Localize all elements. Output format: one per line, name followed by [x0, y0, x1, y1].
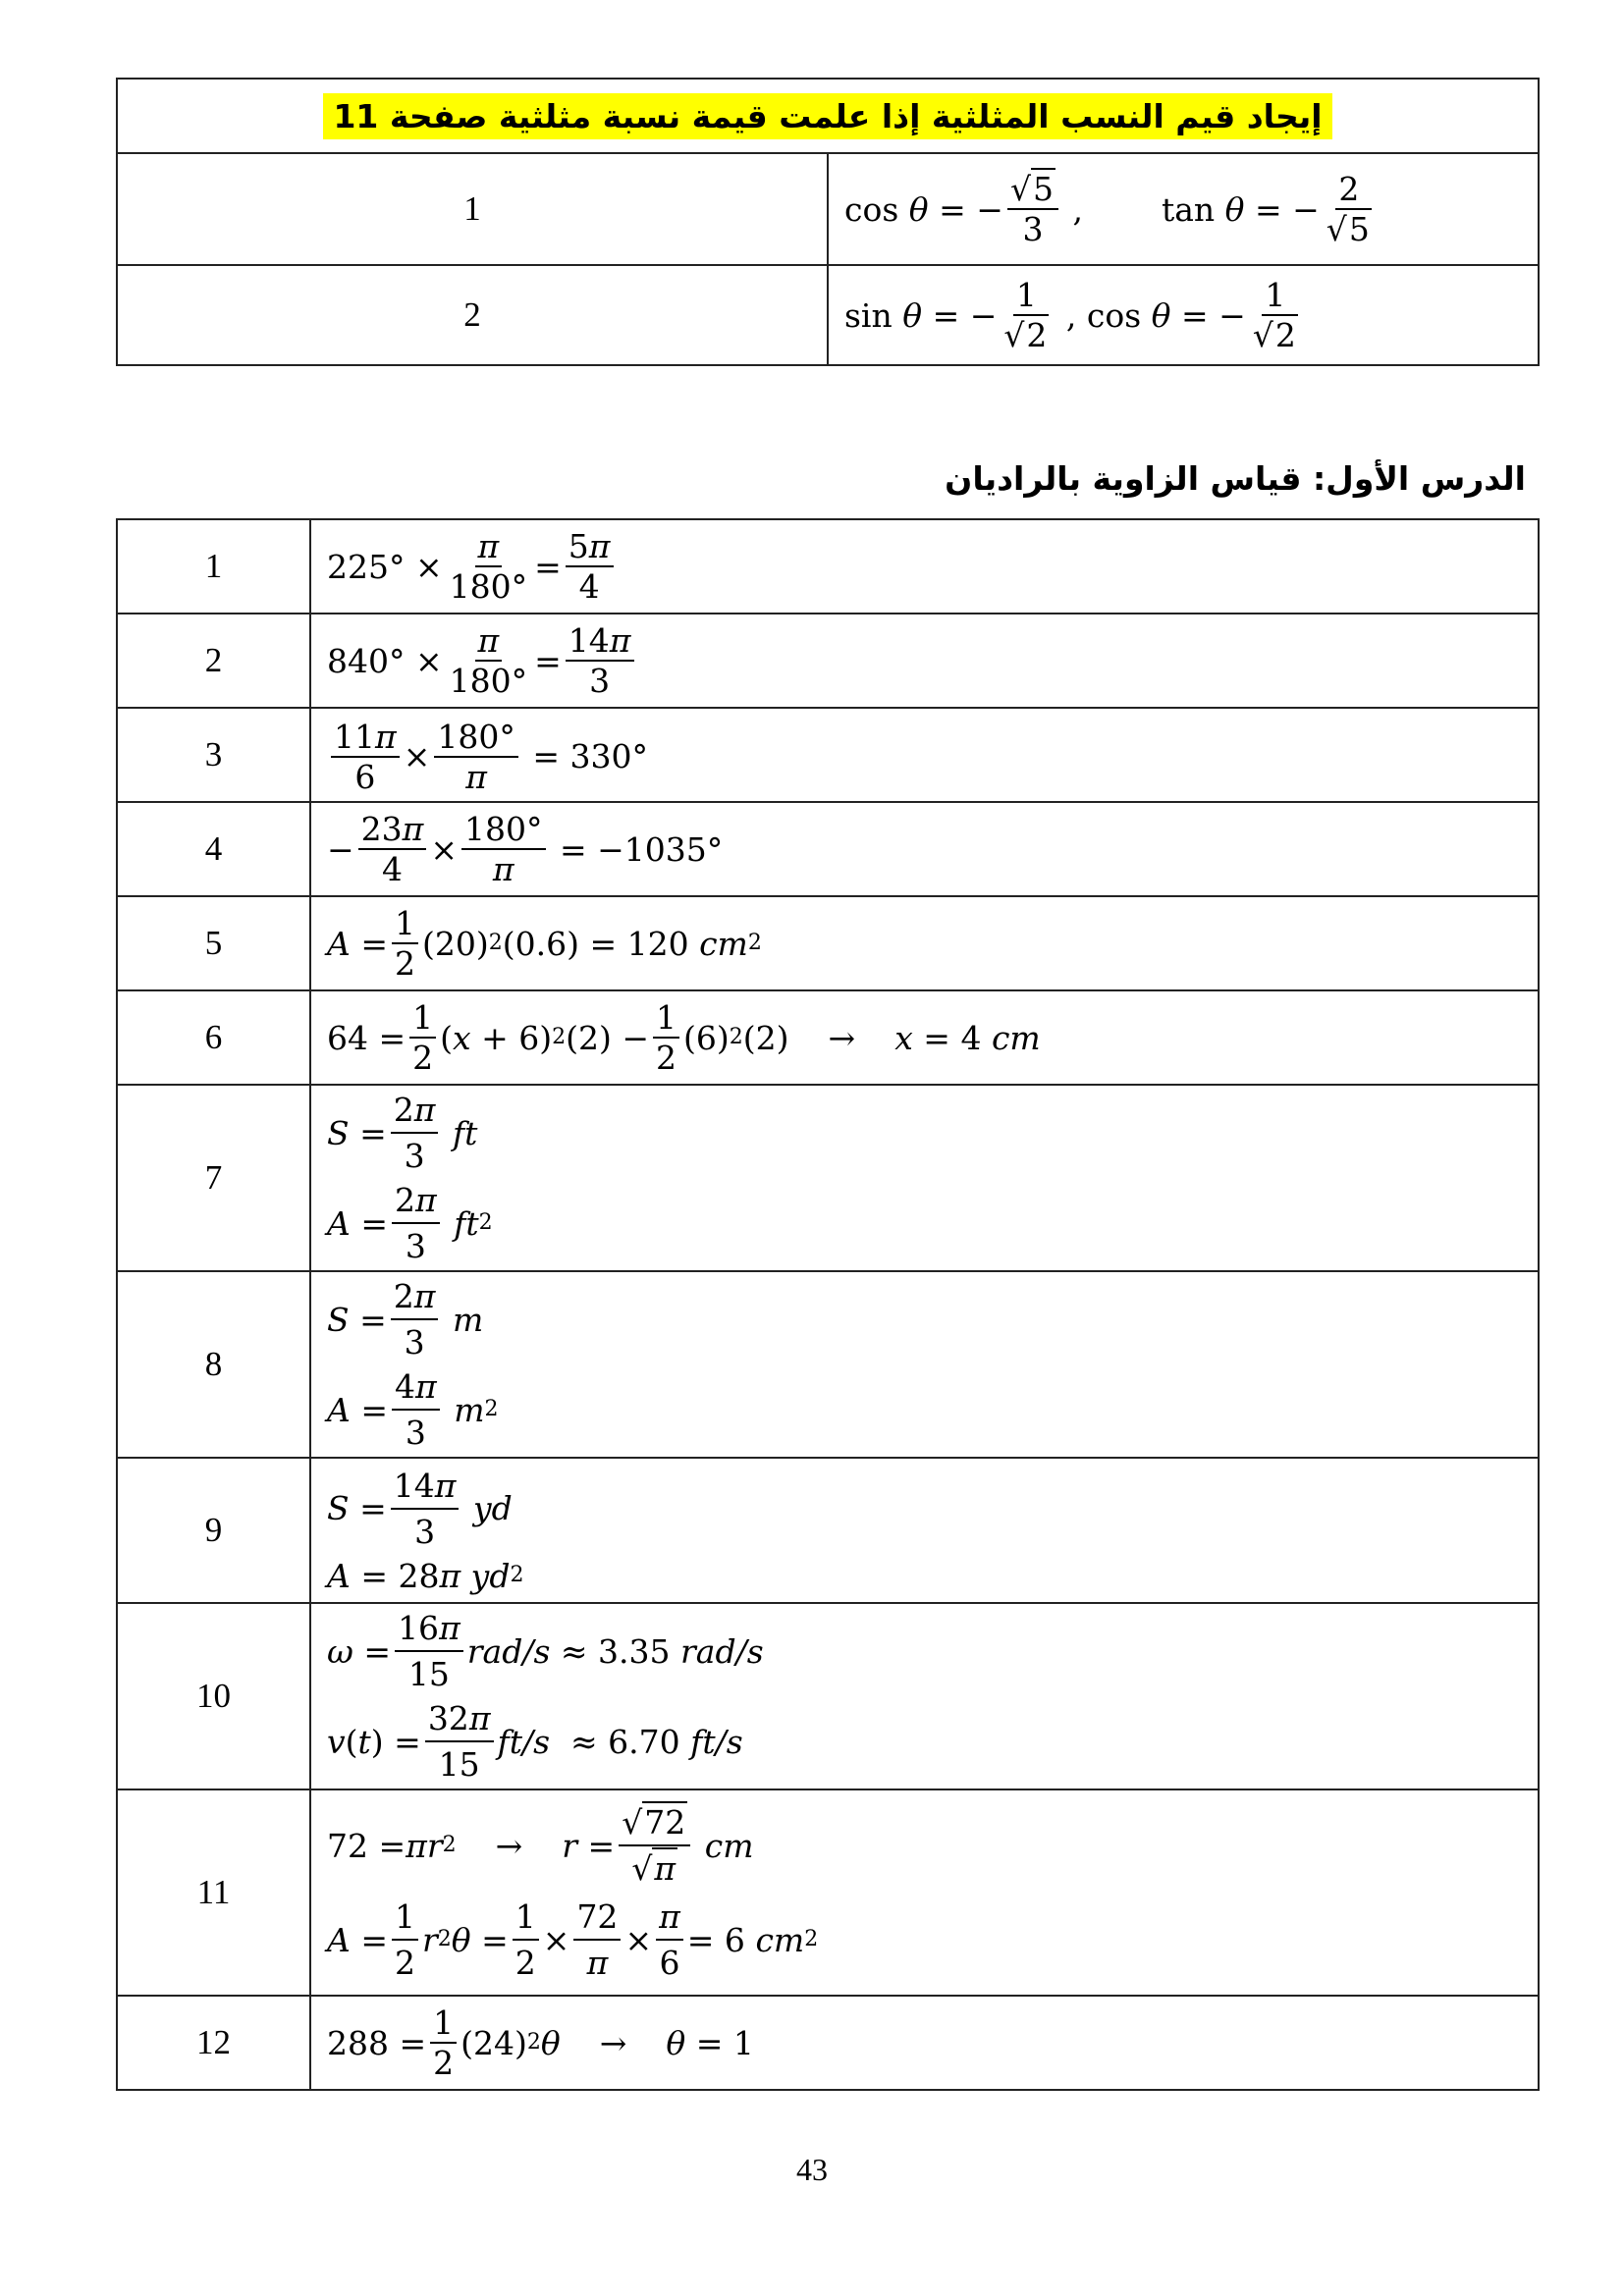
equation-cell: 72 = πr 2 → r = $\frac{√72}{√\pi}$ cm A = $\frac{1}{2}$ r 2 θ = $\frac{1}{2}$ × $\frac{72}{\pi}$ × $\frac{\pi}{6}$ = 6 cm 2 [310, 1789, 1539, 1996]
trig-ratio-table [116, 78, 1540, 366]
row-number: 12 [117, 1996, 310, 2090]
equation-cell: − $\frac{23\pi}{4}$ × $\frac{180^\circ}{\pi}$ = −1035° [310, 802, 1539, 896]
equation-cell: 64 = $\frac{1}{2}$ ( x + 6) 2 (2) − $\frac{1}{2}$ (6) 2 (2) → x = 4 cm [310, 990, 1539, 1085]
row-number: 11 [117, 1789, 310, 1996]
radian-measure-table [116, 518, 1540, 2091]
row-number: 2 [117, 614, 310, 708]
equation-cell: $\frac{11\pi}{6}$ × $\frac{180^\circ}{\pi}$ = 330° [310, 708, 1539, 802]
row-number: 5 [117, 896, 310, 990]
row-number: 7 [117, 1085, 310, 1271]
equation-cell: cos θ = − $\frac{√5}{3}$ , tan θ = − $\frac{2}{√5}$ [828, 153, 1539, 265]
section1-title: إيجاد قيم النسب المثلثية إذا علمت قيمة نسبة مثلثية صفحة 11 [323, 93, 1331, 139]
row-number: 2 [117, 265, 828, 365]
equation-cell: S = $\frac{2\pi}{3}$ m A = $\frac{4\pi}{3}$ m 2 [310, 1271, 1539, 1458]
section1-header-cell [117, 79, 1539, 153]
row-number: 1 [117, 153, 828, 265]
row-number: 8 [117, 1271, 310, 1458]
row-number: 3 [117, 708, 310, 802]
row-number: 4 [117, 802, 310, 896]
equation-cell: 840° × $\frac{\pi}{180^\circ}$ = $\frac{14\pi}{3}$ [310, 614, 1539, 708]
equation-cell: 288 = $\frac{1}{2}$ (24) 2 θ → θ = 1 [310, 1996, 1539, 2090]
equation-cell: ω = $\frac{16\pi}{15}$ rad/s ≈ 3.35 rad/s v ( t ) = $\frac{32\pi}{15}$ ft/s ≈ 6.70 ft/s [310, 1603, 1539, 1789]
row-number: 9 [117, 1458, 310, 1603]
page-number: 43 [796, 2152, 828, 2187]
row-number: 10 [117, 1603, 310, 1789]
row-number: 1 [117, 519, 310, 614]
equation-cell: A = $\frac{1}{2}$ (20) 2 (0.6) = 120 cm 2 [310, 896, 1539, 990]
equation-cell: 225° × $\frac{\pi}{180^\circ}$ = $\frac{5\pi}{4}$ [310, 519, 1539, 614]
equation-cell: S = $\frac{2\pi}{3}$ ft A = $\frac{2\pi}{3}$ ft 2 [310, 1085, 1539, 1271]
row-number: 6 [117, 990, 310, 1085]
lesson-title: الدرس الأول: قياس الزاوية بالراديان [945, 459, 1526, 498]
equation-cell: sin θ = − $\frac{1}{√2}$ , cos θ = − $\frac{1}{√2}$ [828, 265, 1539, 365]
equation-cell: S = $\frac{14\pi}{3}$ yd A = 28 π yd 2 [310, 1458, 1539, 1603]
